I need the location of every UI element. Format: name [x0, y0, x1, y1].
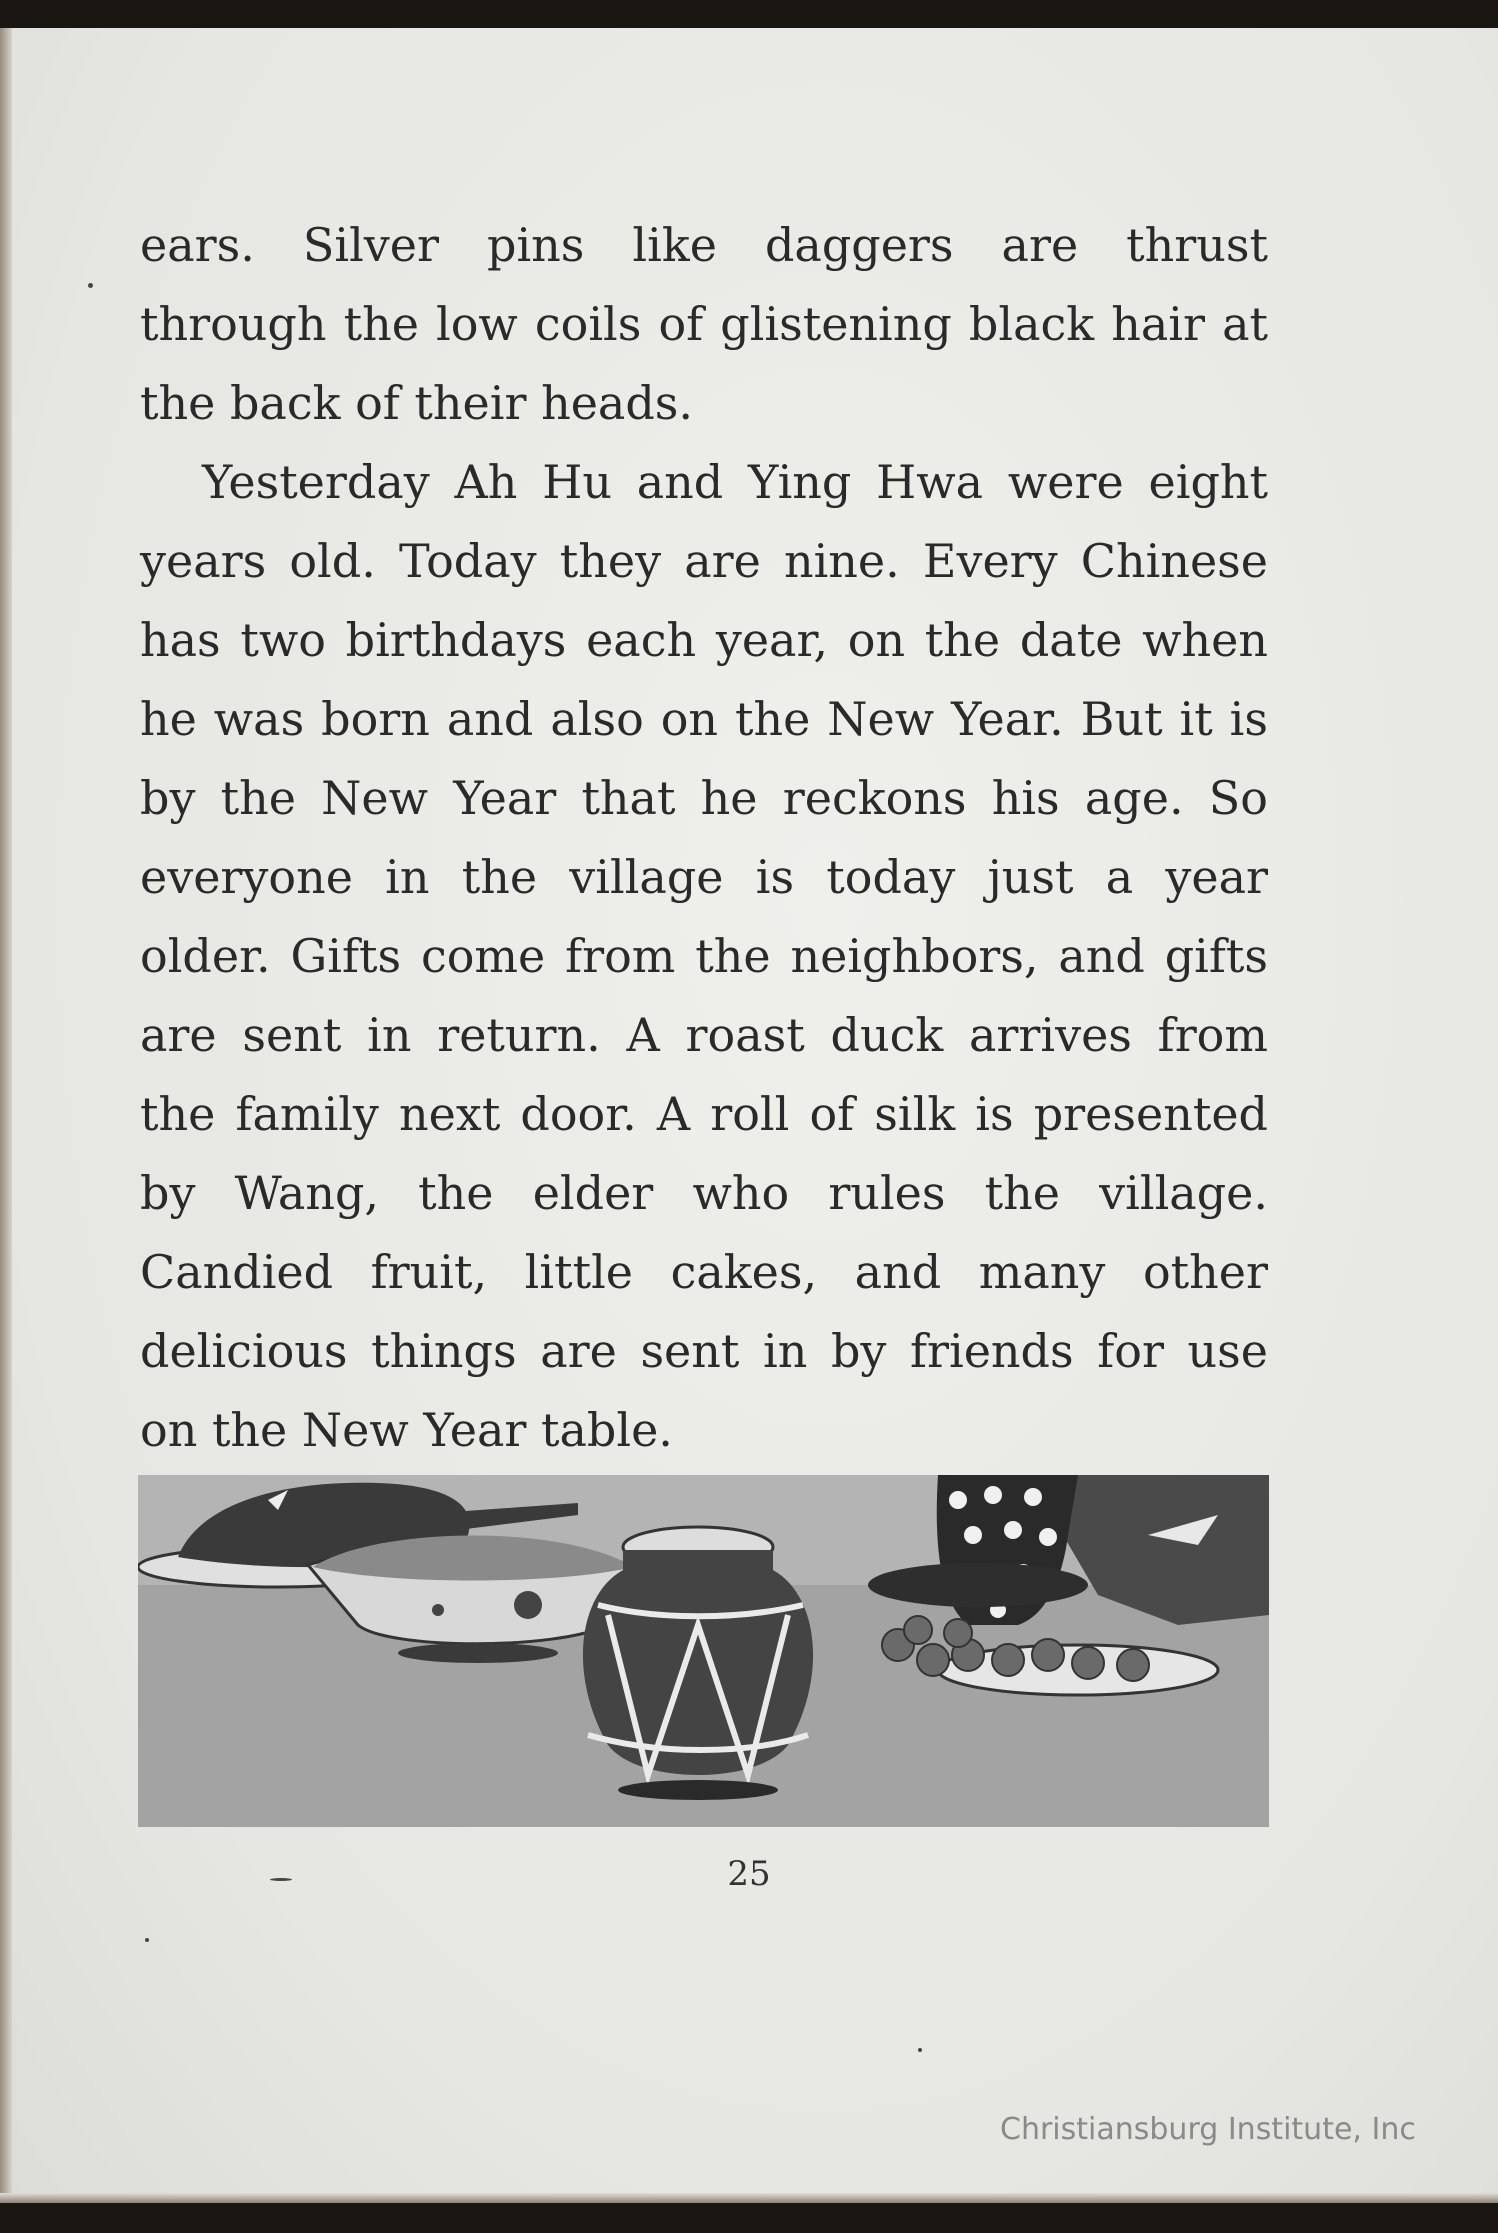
paragraph-1: ears. Silver pins like daggers are thrust through the low coils of glistening black hair at the back of their heads. [140, 218, 1268, 430]
book-page [0, 28, 1498, 2203]
body-text [140, 206, 1268, 1470]
speck [270, 1878, 292, 1881]
page-number: 25 [727, 1854, 771, 1894]
page-edge-bottom [0, 2193, 1498, 2203]
new-year-table-illustration [138, 1475, 1269, 1827]
speck [88, 283, 93, 288]
speck [145, 1938, 149, 1942]
speck [918, 2048, 922, 2052]
watermark: Christiansburg Institute, Inc [1000, 2112, 1416, 2147]
paragraph-2: Yesterday Ah Hu and Ying Hwa were eight years old. Today they are nine. Every Chinese has two birthdays each year, on the date when he was born and also on the New Year. But it is by the New Year that he reckons his age. So everyone in the village is today just a year older. Gifts come from the neighbors, and gifts are sent in return. A roast duck arrives from the family next door. A roll of silk is presented by Wang, the elder who rules the village. Candied fruit, little cakes, and many other delicious things are sent in by friends for use on the New Year table. [140, 455, 1268, 1457]
